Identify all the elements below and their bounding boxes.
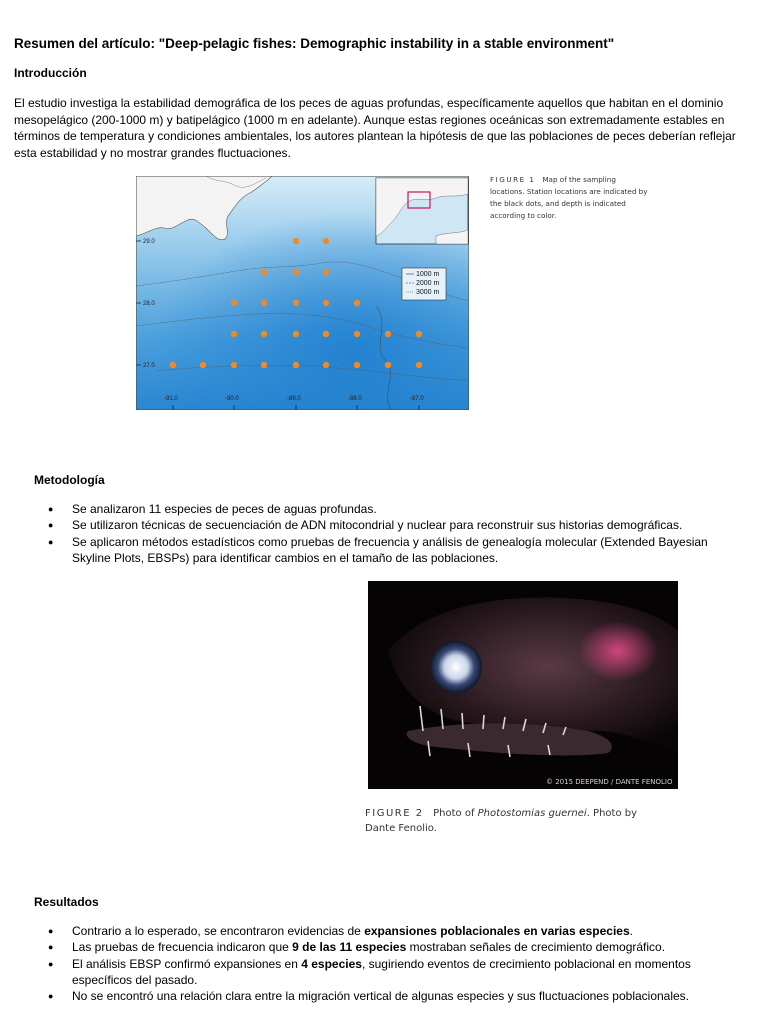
depth-legend — [402, 268, 446, 300]
results-heading: Resultados — [34, 895, 99, 909]
list-item: ● Se analizaron 11 especies de peces de aguas profundas. — [34, 501, 734, 517]
list-item: ● Se aplicaron métodos estadísticos como pruebas de frecuencia y análisis de genealogía molecular (Extended Bayesian Skyline Plots, EBSPs) para identificar cambios en el tamaño de las poblaciones. — [34, 534, 734, 567]
lon-label-90: -90.0 — [225, 396, 239, 402]
figure-2-label: FIGURE 2 — [365, 808, 424, 819]
methods-list — [34, 501, 734, 566]
legend-1000: 1000 m — [416, 271, 440, 278]
figure-1-label: FIGURE 1 — [490, 175, 536, 184]
lat-label-29: 29.0 — [143, 239, 155, 245]
list-item: ● El análisis EBSP confirmó expansiones en 4 especies, sugiriendo eventos de crecimiento poblacional en momentos específicos del pasado. — [34, 956, 734, 989]
methods-heading: Metodología — [34, 473, 105, 487]
list-item: ● No se encontró una relación clara entre la migración vertical de algunas especies y sus fluctuaciones poblacionales. — [34, 988, 734, 1004]
figure-1-map — [136, 176, 469, 410]
figure-2-caption-text: Photo of — [433, 808, 478, 819]
photo-credit: © 2015 DEEPEND / DANTE FENOLIO — [546, 778, 673, 786]
lon-label-88: -88.0 — [348, 396, 362, 402]
figure-2-species: Photostomias guernei — [477, 808, 587, 819]
legend-3000: 3000 m — [416, 289, 440, 296]
figure-2-caption-end: . Photo by Dante Fenolio. — [365, 808, 638, 834]
list-item: ● Contrario a lo esperado, se encontraron evidencias de expansiones poblacionales en varias especies. — [34, 923, 734, 939]
sampling-map — [136, 176, 469, 410]
results-list — [34, 923, 734, 1004]
intro-heading: Introducción — [14, 66, 87, 80]
lon-label-87: -87.0 — [410, 396, 424, 402]
legend-2000: 2000 m — [416, 280, 440, 287]
figure-1-caption-text: Map of the sampling locations. Station locations are indicated by the black dots, and depth is indicated according to color. — [490, 175, 648, 220]
figure-1-caption — [490, 174, 650, 222]
lon-label-89: -89.0 — [287, 396, 301, 402]
inset-map — [376, 178, 468, 244]
dragonfish-photo — [368, 581, 678, 789]
list-item: ● Se utilizaron técnicas de secuenciación de ADN mitocondrial y nuclear para reconstruir sus historias demográficas. — [34, 517, 734, 533]
lat-label-28: 28.0 — [143, 301, 155, 307]
lon-label-91: -91.0 — [164, 396, 178, 402]
list-item: ● Las pruebas de frecuencia indicaron que 9 de las 11 especies mostraban señales de crecimiento demográfico. — [34, 939, 734, 955]
intro-paragraph: El estudio investiga la estabilidad demográfica de los peces de aguas profundas, específicamente aquellos que habitan en el dominio mesopelágico (200-1000 m) y batipelágico (1000 m en adelante). Aunque estas regiones oceánicas son extremadamente estables en términos de temperatura y condiciones ambientales, los autores plantean la hipótesis de que las poblaciones de peces deberían reflejar esta estabilidad y no mostrar grandes fluctuaciones. — [14, 96, 736, 160]
figure-2-caption — [365, 806, 665, 836]
figure-2-photo — [368, 581, 678, 789]
lat-label-27: 27.0 — [143, 363, 155, 369]
fish-eye — [430, 641, 482, 693]
document-title: Resumen del artículo: "Deep-pelagic fishes: Demographic instability in a stable environment" — [14, 36, 615, 51]
